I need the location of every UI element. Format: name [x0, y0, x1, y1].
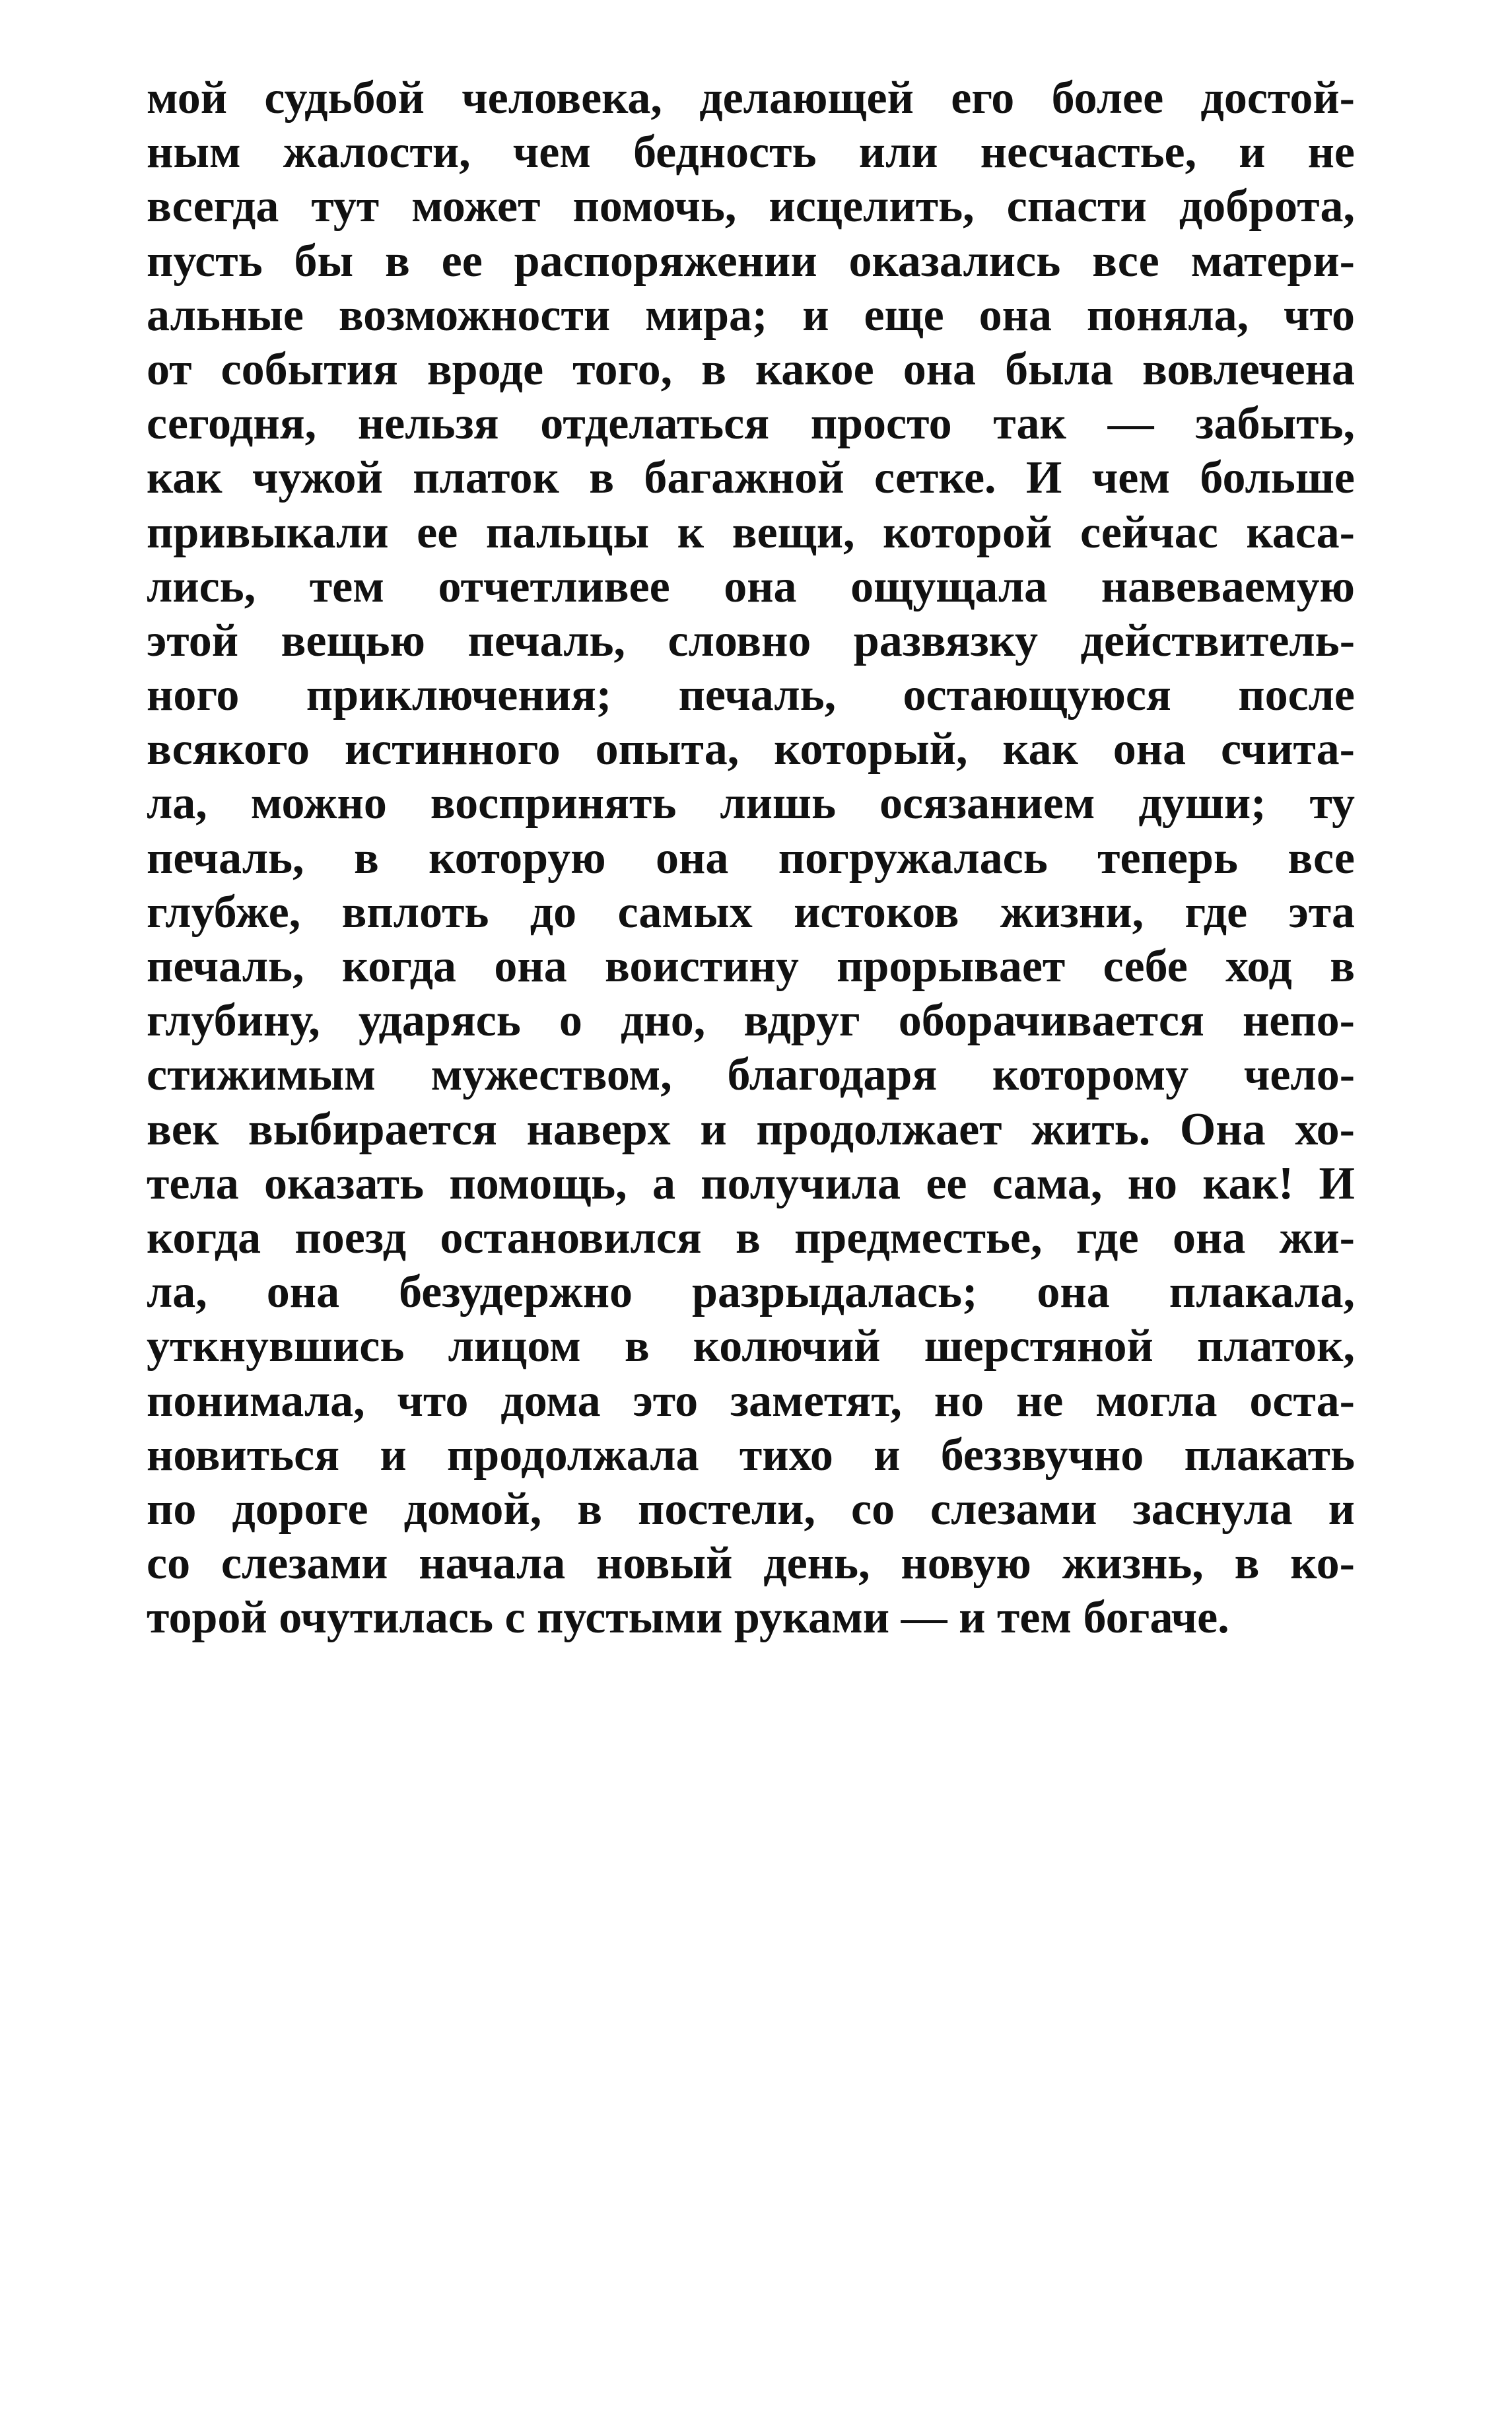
text-line: печаль, в которую она погружалась теперь все: [147, 832, 1355, 884]
text-line: понимала, что дома это заметят, но не могла оста-: [147, 1375, 1355, 1426]
text-line: ла, она безудержно разрыдалась; она плакала,: [147, 1267, 1355, 1318]
text-line-last: торой очутилась с пустыми руками — и тем богаче.: [147, 1592, 1229, 1644]
text-line: когда поезд остановился в предместье, где она жи-: [147, 1212, 1355, 1263]
text-line: ного приключения; печаль, остающуюся после: [147, 670, 1355, 721]
text-line: ным жалости, чем бедность или несчастье, и не: [147, 127, 1355, 178]
text-line: всегда тут может помочь, исцелить, спасти доброта,: [147, 181, 1355, 232]
text-line: как чужой платок в багажной сетке. И чем больше: [147, 452, 1355, 504]
text-line: от события вроде того, в какое она была вовлечена: [147, 343, 1355, 395]
body-text: [147, 71, 1355, 1645]
text-line: всякого истинного опыта, который, как она счита-: [147, 724, 1355, 775]
text-line: печаль, когда она воистину прорывает себе ход в: [147, 941, 1355, 992]
text-line: со слезами начала новый день, новую жизнь, в ко-: [147, 1538, 1355, 1590]
text-line: глубже, вплоть до самых истоков жизни, где эта: [147, 886, 1355, 938]
text-line: ла, можно воспринять лишь осязанием души; ту: [147, 778, 1355, 829]
text-line: альные возможности мира; и еще она поняла, что: [147, 289, 1355, 341]
text-line: тела оказать помощь, а получила ее сама, но как! И: [147, 1158, 1355, 1209]
text-line: пусть бы в ее распоряжении оказались все матери-: [147, 235, 1355, 287]
text-line: по дороге домой, в постели, со слезами заснула и: [147, 1483, 1355, 1535]
text-line: сегодня, нельзя отделаться просто так — забыть,: [147, 398, 1355, 450]
text-line: новиться и продолжала тихо и беззвучно плакать: [147, 1429, 1355, 1481]
text-line: привыкали ее пальцы к вещи, которой сейчас каса-: [147, 507, 1355, 558]
text-line: стижимым мужеством, благодаря которому чело-: [147, 1049, 1355, 1101]
text-line: глубину, ударясь о дно, вдруг оборачивается непо-: [147, 995, 1355, 1047]
text-line: этой вещью печаль, словно развязку действитель-: [147, 615, 1355, 666]
text-line: лись, тем отчетливее она ощущала навеваемую: [147, 561, 1355, 612]
text-line: век выбирается наверх и продолжает жить. Она хо-: [147, 1103, 1355, 1155]
text-line: уткнувшись лицом в колючий шерстяной платок,: [147, 1321, 1355, 1372]
text-line: мой судьбой человека, делающей его более достой-: [147, 73, 1355, 123]
